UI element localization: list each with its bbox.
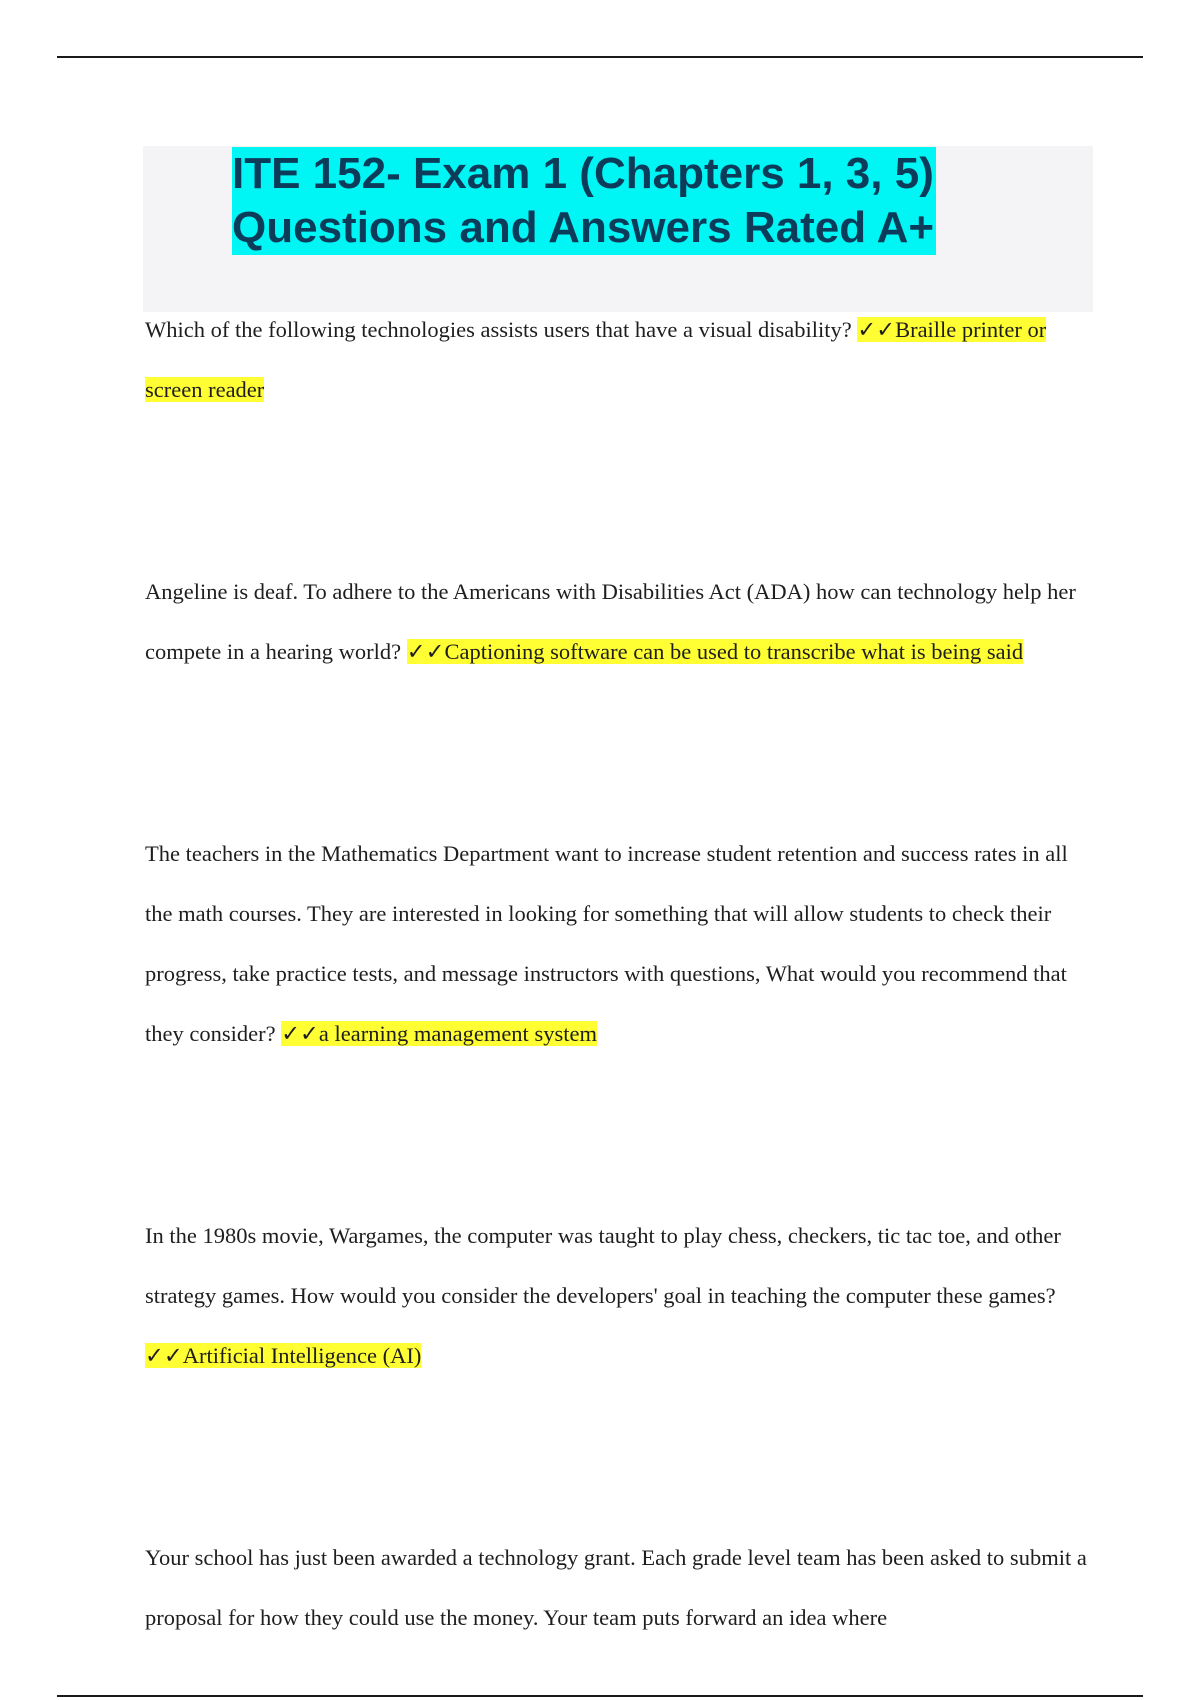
answer-text: ✓✓Artificial Intelligence (AI) xyxy=(145,1343,422,1368)
answer-text: ✓✓Captioning software can be used to transcribe what is being said xyxy=(406,639,1024,664)
qa-item-5 xyxy=(145,1528,1095,1648)
header-rule xyxy=(57,56,1143,58)
title-line-2: Questions and Answers Rated A+ xyxy=(232,201,936,255)
qa-item-3 xyxy=(145,824,1095,1064)
qa-item-4 xyxy=(145,1206,1095,1386)
answer-text: ✓✓Braille printer or screen reader xyxy=(145,317,1047,402)
page-title xyxy=(232,147,936,255)
qa-item-2 xyxy=(145,562,1095,682)
question-text: Your school has just been awarded a technology grant. Each grade level team has been asked to submit a proposal for how they could use the money. Your team puts forward an idea where xyxy=(145,1545,1087,1630)
title-line-1: ITE 152- Exam 1 (Chapters 1, 3, 5) xyxy=(232,147,936,201)
question-text: Which of the following technologies assists users that have a visual disability? xyxy=(145,317,858,342)
answer-text: ✓✓a learning management system xyxy=(281,1021,597,1046)
question-text: In the 1980s movie, Wargames, the computer was taught to play chess, checkers, tic tac toe, and other strategy games. How would you consider the developers' goal in teaching the computer these games? xyxy=(145,1223,1061,1308)
question-text: Angeline is deaf. To adhere to the Americans with Disabilities Act (ADA) how can technology help her compete in a hearing world? xyxy=(145,579,1076,664)
qa-item-1 xyxy=(145,300,1095,420)
question-text: The teachers in the Mathematics Department want to increase student retention and success rates in all the math courses. They are interested in looking for something that will allow students to check their progress, take practice tests, and message instructors with questions, What would you recommend that they consider? xyxy=(145,841,1068,1046)
footer-rule xyxy=(57,1695,1143,1697)
qa-list xyxy=(145,300,1095,1648)
